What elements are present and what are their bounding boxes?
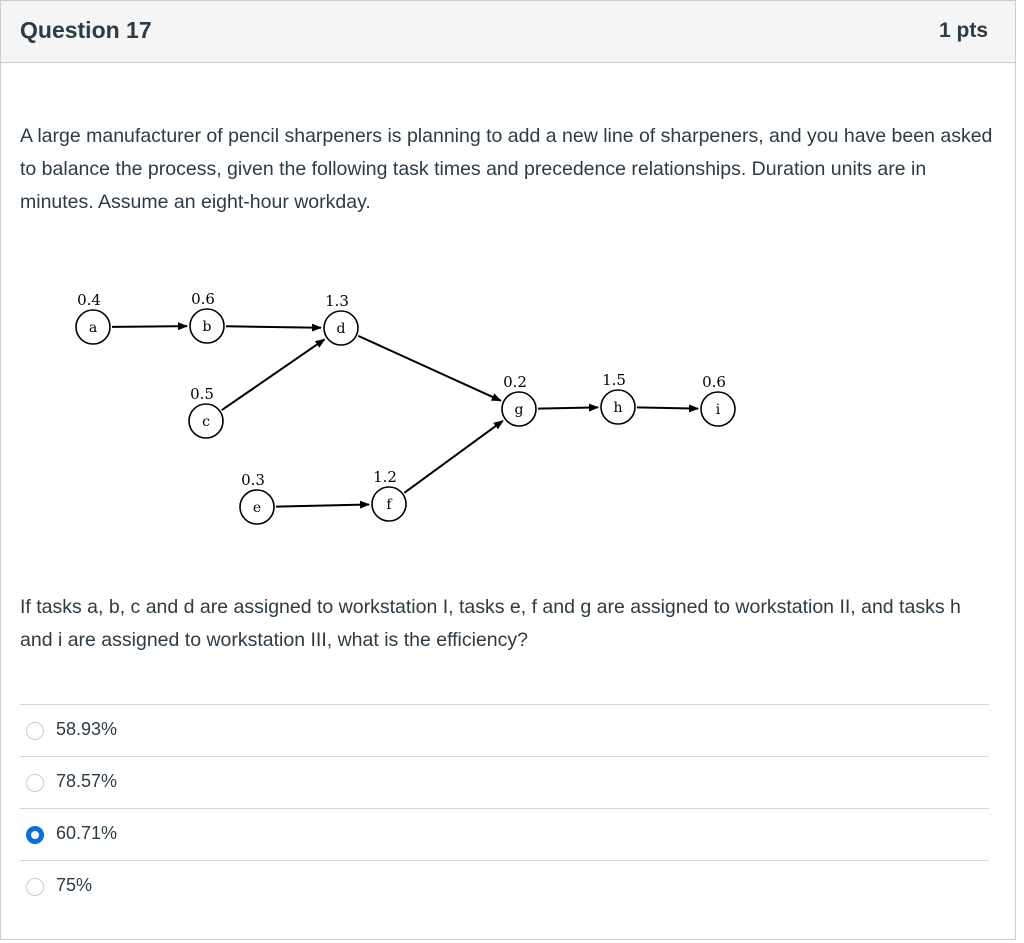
edge-a-b — [112, 326, 187, 327]
answer-label: 75% — [56, 875, 93, 895]
task-time-label: 0.3 — [241, 471, 265, 489]
edge-h-i — [637, 407, 698, 408]
question-title: Question 17 — [20, 17, 152, 43]
radio-button[interactable] — [26, 878, 44, 896]
edge-f-g — [404, 421, 503, 493]
radio-button[interactable] — [26, 722, 44, 740]
task-time-label: 1.2 — [373, 468, 397, 486]
task-node-a — [76, 291, 110, 344]
task-node-i — [701, 373, 735, 426]
task-id-label: e — [252, 500, 262, 516]
precedence-diagram — [41, 261, 761, 531]
task-id-label: i — [715, 402, 721, 418]
task-node-e — [240, 471, 274, 524]
task-time-label: 1.3 — [325, 292, 349, 310]
edge-d-g — [358, 336, 501, 401]
task-time-label: 0.6 — [702, 373, 726, 391]
task-id-label: c — [202, 414, 210, 430]
question-intro-text: A large manufacturer of pencil sharpeners is planning to add a new line of sharpeners, and you have been asked to balance the process, given the following task times and precedence relationships. Duration units are in minutes. Assume an eight-hour workday. — [20, 125, 993, 213]
task-time-label: 1.5 — [602, 371, 626, 389]
answer-option-2[interactable] — [20, 756, 989, 808]
radio-button[interactable] — [26, 774, 44, 792]
question-prompt-text: If tasks a, b, c and d are assigned to workstation I, tasks e, f and g are assigned to workstation II, and tasks h and i are assigned to workstation III, what is the efficiency? — [20, 596, 961, 651]
answer-option-1[interactable] — [20, 704, 989, 756]
answer-label: 60.71% — [56, 823, 118, 843]
task-time-label: 0.5 — [190, 385, 214, 403]
task-id-label: a — [88, 320, 98, 336]
answer-option-4[interactable] — [20, 860, 989, 913]
radio-button[interactable] — [26, 826, 44, 844]
task-id-label: f — [386, 497, 392, 513]
task-node-g — [502, 373, 536, 426]
task-node-f — [372, 468, 406, 521]
task-time-label: 0.6 — [191, 290, 215, 308]
edge-b-d — [226, 326, 321, 327]
task-id-label: d — [336, 321, 346, 337]
question-points: 1 pts — [938, 19, 988, 42]
question-header — [1, 1, 1015, 63]
answer-option-3[interactable] — [20, 808, 989, 860]
task-node-h — [601, 371, 635, 424]
edge-c-d — [222, 339, 325, 410]
edge-e-f — [276, 504, 369, 506]
answer-label: 78.57% — [56, 771, 118, 791]
task-node-d — [324, 292, 358, 345]
task-id-label: g — [514, 402, 524, 418]
task-time-label: 0.2 — [503, 373, 527, 391]
answer-list — [20, 704, 989, 913]
task-time-label: 0.4 — [77, 291, 101, 309]
task-node-c — [189, 385, 223, 438]
task-id-label: b — [202, 319, 212, 335]
edge-g-h — [538, 407, 598, 408]
task-id-label: h — [613, 400, 623, 416]
task-node-b — [190, 290, 224, 343]
answer-label: 58.93% — [56, 719, 118, 739]
